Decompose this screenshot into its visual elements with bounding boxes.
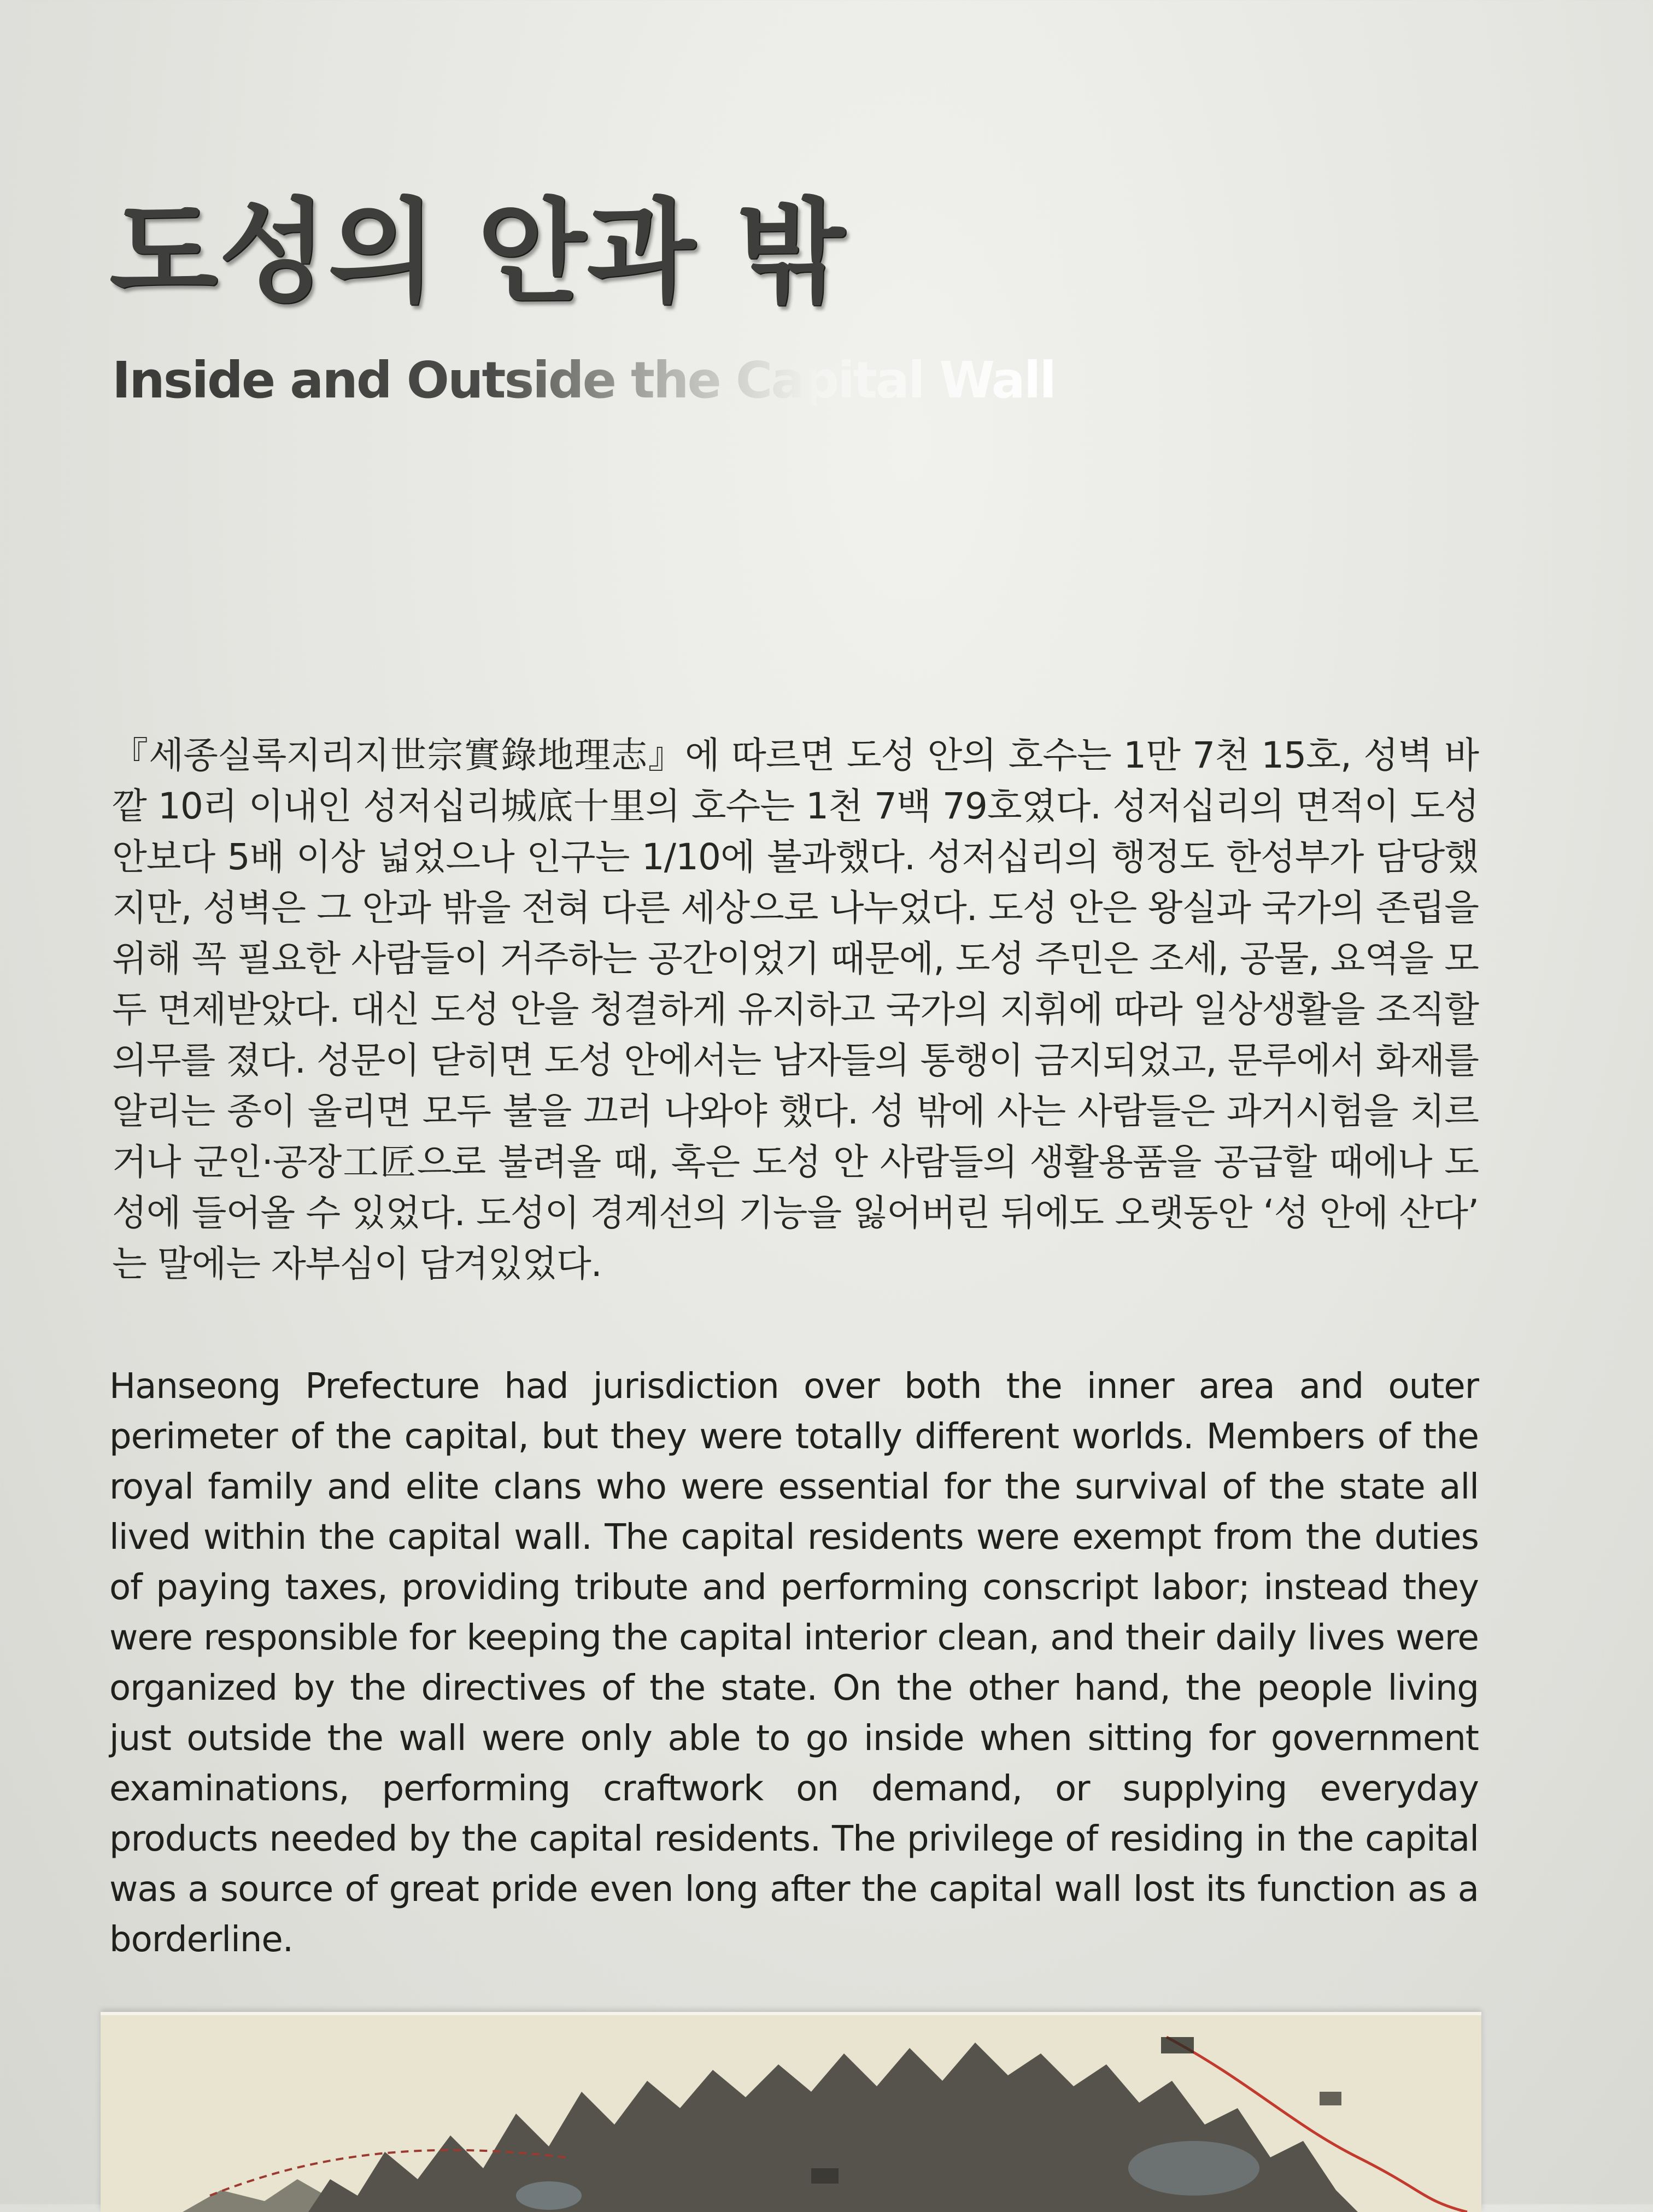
title-english: Inside and Outside the Capital Wall bbox=[112, 351, 1055, 409]
title-korean: 도성의 안과 밖 bbox=[109, 188, 846, 318]
paragraph-english: Hanseong Prefecture had jurisdiction over both the inner area and outer perimeter of the capital, but they were totally different worlds. Members of the royal family and elite clans who were essential for the survival of the state all lived within the capital wall. The capital residents were exempt from the duties of paying taxes, providing tribute and performing conscript labor; instead they were responsible for keeping the capital interior clean, and their daily lives were organized by the directives of the state. On the other hand, the people living just outside the wall were only able to go inside when sitting for government examinations, performing craftwork on demand, or supplying everyday products needed by the capital residents. The privilege of residing in the capital was a source of great pride even long after the capital wall lost its function as a borderline. bbox=[109, 1366, 1479, 1960]
map-artwork bbox=[101, 2015, 1481, 2212]
map-pond bbox=[516, 2181, 582, 2210]
paragraph-korean: 『세종실록지리지世宗實錄地理志』에 따르면 도성 안의 호수는 1만 7천 15호, 성벽 바깥 10리 이내인 성저십리城底十里의 호수는 1천 7백 79호였다. 성저십리의 면적이 도성 안보다 5배 이상 넓었으나 인구는 1/10에 불과했다. 성저십리의 행정도 한성부가 담당했지만, 성벽은 그 안과 밖을 전혀 다른 세상으로 나누었다. 도성 안은 왕실과 국가의 존립을 위해 꼭 필요한 사람들이 거주하는 공간이었기 때문에, 도성 주민은 조세, 공물, 요역을 모두 면제받았다. 대신 도성 안을 청결하게 유지하고 국가의 지휘에 따라 일상생활을 조직할 의무를 졌다. 성문이 닫히면 도성 안에서는 남자들의 통행이 금지되었고, 문루에서 화재를 알리는 종이 울리면 모두 불을 끄러 나와야 했다. 성 밖에 사는 사람들은 과거시험을 치르거나 군인·공장工匠으로 불려올 때, 혹은 도성 안 사람들의 생활용품을 공급할 때에나 도성에 들어올 수 있었다. 도성이 경계선의 기능을 잃어버린 뒤에도 오랫동안 ‘성 안에 산다’ 는 말에는 자부심이 담겨있었다. bbox=[112, 734, 1479, 1285]
old-map-painting bbox=[101, 2012, 1481, 2212]
